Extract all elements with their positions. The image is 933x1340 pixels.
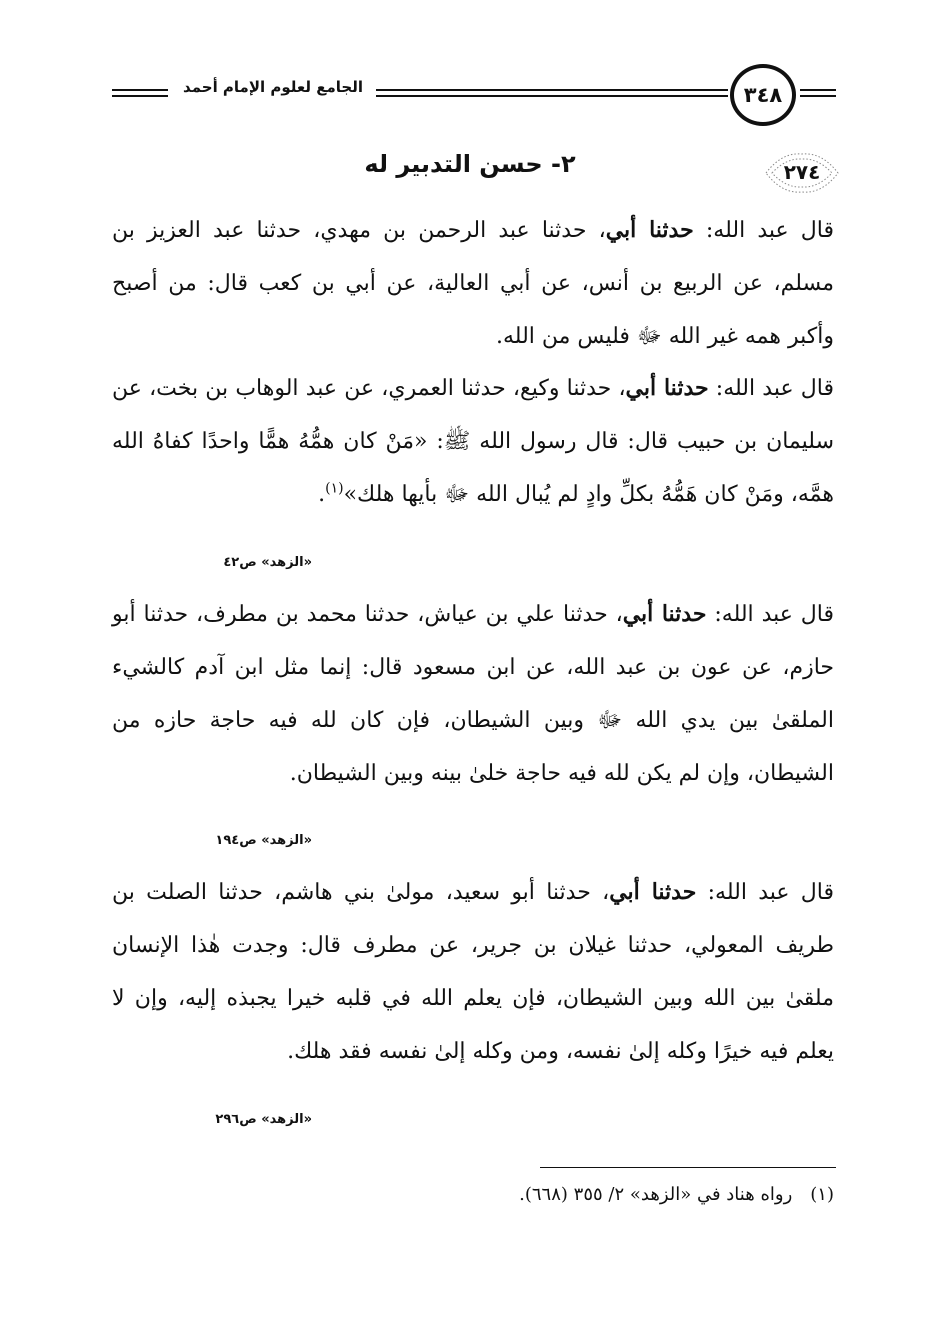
hadith-paragraph (112, 204, 834, 363)
footnote-number: (١) (810, 1184, 834, 1205)
footnote-text: رواه هناد في «الزهد» ٢/ ٣٥٥ (٦٦٨). (519, 1184, 793, 1205)
footnote-reference[interactable]: (١) (325, 480, 344, 497)
source-citation: «الزهد» ص٢٩٦ (215, 1112, 312, 1127)
narration-lead: قال عبد الله: (706, 602, 835, 627)
hadith-paragraph (112, 866, 834, 1078)
section-number-badge (762, 150, 842, 196)
narration-bold: حدثنا أبي (609, 879, 697, 905)
page-header (112, 62, 836, 132)
narration-text: ، حدثنا علي بن عياش، حدثنا محمد بن مطرف، حدثنا أبو حازم، عن عون بن عبد الله، عن ابن مسعود قال: إنما مثل ابن آدم كالشيء الملقىٰ بين يدي الله ﷻ وبين الشيطان، فإن كان لله فيه حاجة حازه من الشيطان، وإن لم يكن لله فيه حاجة خلىٰ بينه وبين الشيطان. (112, 602, 834, 786)
hadith-paragraph (112, 362, 834, 521)
narration-bold: حدثنا أبي (622, 601, 707, 627)
section-number: ٢٧٤ (783, 160, 821, 184)
hadith-paragraph (112, 588, 834, 800)
header-double-rule (376, 89, 728, 99)
narration-tail: . (318, 482, 326, 507)
source-citation: «الزهد» ص٤٢ (223, 555, 312, 570)
footnote (300, 1184, 834, 1205)
narration-text: ، حدثنا أبو سعيد، مولىٰ بني هاشم، حدثنا الصلت بن طريف المعولي، حدثنا غيلان بن جرير، عن مطرف قال: وجدت هٰذا الإنسان ملقىٰ بين الله وبين الشيطان، فإن يعلم الله في قلبه خيرا يجبذه إليه، وإن لا يعلم فيه خيرًا وكله إلىٰ نفسه، ومن وكله إلىٰ نفسه فقد هلك. (112, 880, 834, 1064)
header-double-rule (112, 89, 168, 99)
section-title: ٢- حسن التدبير له (364, 150, 576, 178)
source-citation: «الزهد» ص١٩٤ (215, 833, 312, 848)
narration-lead: قال عبد الله: (693, 218, 834, 243)
narration-lead: قال عبد الله: (696, 880, 835, 905)
narration-text: ، حدثنا وكيع، حدثنا العمري، عن عبد الوهاب بن بخت، عن سليمان بن حبيب قال: قال رسول الله ﷺ: «مَنْ كان همُّهُ همًّا واحدًا كفاهُ الله همَّه، ومَنْ كان هَمُّهُ بكلِّ وادٍ لم يُبال الله ﷻ بأيها هلك» (112, 376, 834, 507)
narration-lead: قال عبد الله: (708, 376, 834, 401)
footnote-divider (540, 1167, 836, 1168)
page-number: ٣٤٨ (730, 64, 796, 126)
narration-text: ، حدثنا عبد الرحمن بن مهدي، حدثنا عبد العزيز بن مسلم، عن الربيع بن أنس، عن أبي العالية، عن أبي بن كعب قال: من أصبح وأكبر همه غير الله ﷻ فليس من الله. (112, 218, 834, 349)
narration-bold: حدثنا أبي (625, 375, 709, 401)
header-double-rule (800, 89, 836, 99)
narration-bold: حدثنا أبي (605, 217, 694, 243)
running-title: الجامع لعلوم الإمام أحمد (183, 78, 363, 96)
